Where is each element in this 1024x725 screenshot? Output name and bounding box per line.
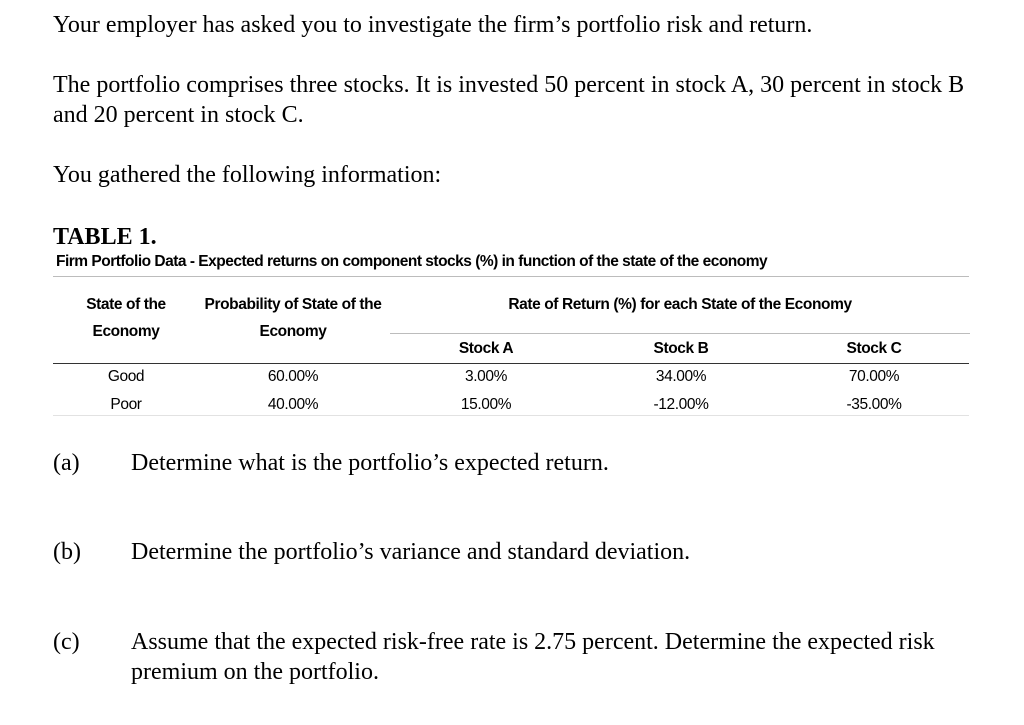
question-c [53, 627, 983, 687]
header-probability: Probability of State of the Economy [204, 296, 382, 340]
cell-stock-b: -12.00% [653, 396, 709, 413]
question-label: (a) [53, 450, 80, 476]
header-state: State of the Economy [86, 296, 166, 340]
cell-stock-c: -35.00% [846, 396, 902, 413]
cell-state: Good [107, 368, 145, 385]
group-rule [390, 333, 970, 334]
table-bottom-rule [53, 415, 969, 416]
table-label: TABLE 1. [53, 224, 157, 250]
header-rate-group: Rate of Return (%) for each State of the Economy [508, 296, 852, 313]
cell-probability: 40.00% [267, 396, 319, 413]
header-stock-c: Stock C [846, 340, 902, 357]
cell-state: Poor [110, 396, 142, 413]
gathered-info-text: You gathered the following information: [53, 162, 442, 188]
intro-text: Your employer has asked you to investigate the firm’s portfolio risk and return. [53, 12, 813, 38]
header-stock-b: Stock B [653, 340, 709, 357]
question-b [53, 537, 983, 567]
caption-rule [53, 276, 969, 277]
question-text: Determine the portfolio’s variance and standard deviation. [131, 539, 691, 565]
table-caption: Firm Portfolio Data - Expected returns on component stocks (%) in function of the state of the economy [56, 253, 768, 270]
cell-stock-a: 3.00% [465, 368, 507, 385]
cell-stock-c: 70.00% [848, 368, 900, 385]
cell-stock-a: 15.00% [460, 396, 512, 413]
question-label: (b) [53, 539, 81, 565]
question-text: Determine what is the portfolio’s expected return. [131, 450, 609, 476]
question-label: (c) [53, 629, 80, 655]
question-text: Assume that the expected risk-free rate is 2.75 percent. Determine the expected risk premium on the portfolio. [131, 629, 935, 685]
cell-stock-b: 34.00% [655, 368, 707, 385]
portfolio-description: The portfolio comprises three stocks. It is invested 50 percent in stock A, 30 percent in stock B and 20 percent in stock C. [53, 72, 965, 128]
question-a [53, 448, 983, 478]
cell-probability: 60.00% [267, 368, 319, 385]
header-stock-a: Stock A [458, 340, 514, 357]
